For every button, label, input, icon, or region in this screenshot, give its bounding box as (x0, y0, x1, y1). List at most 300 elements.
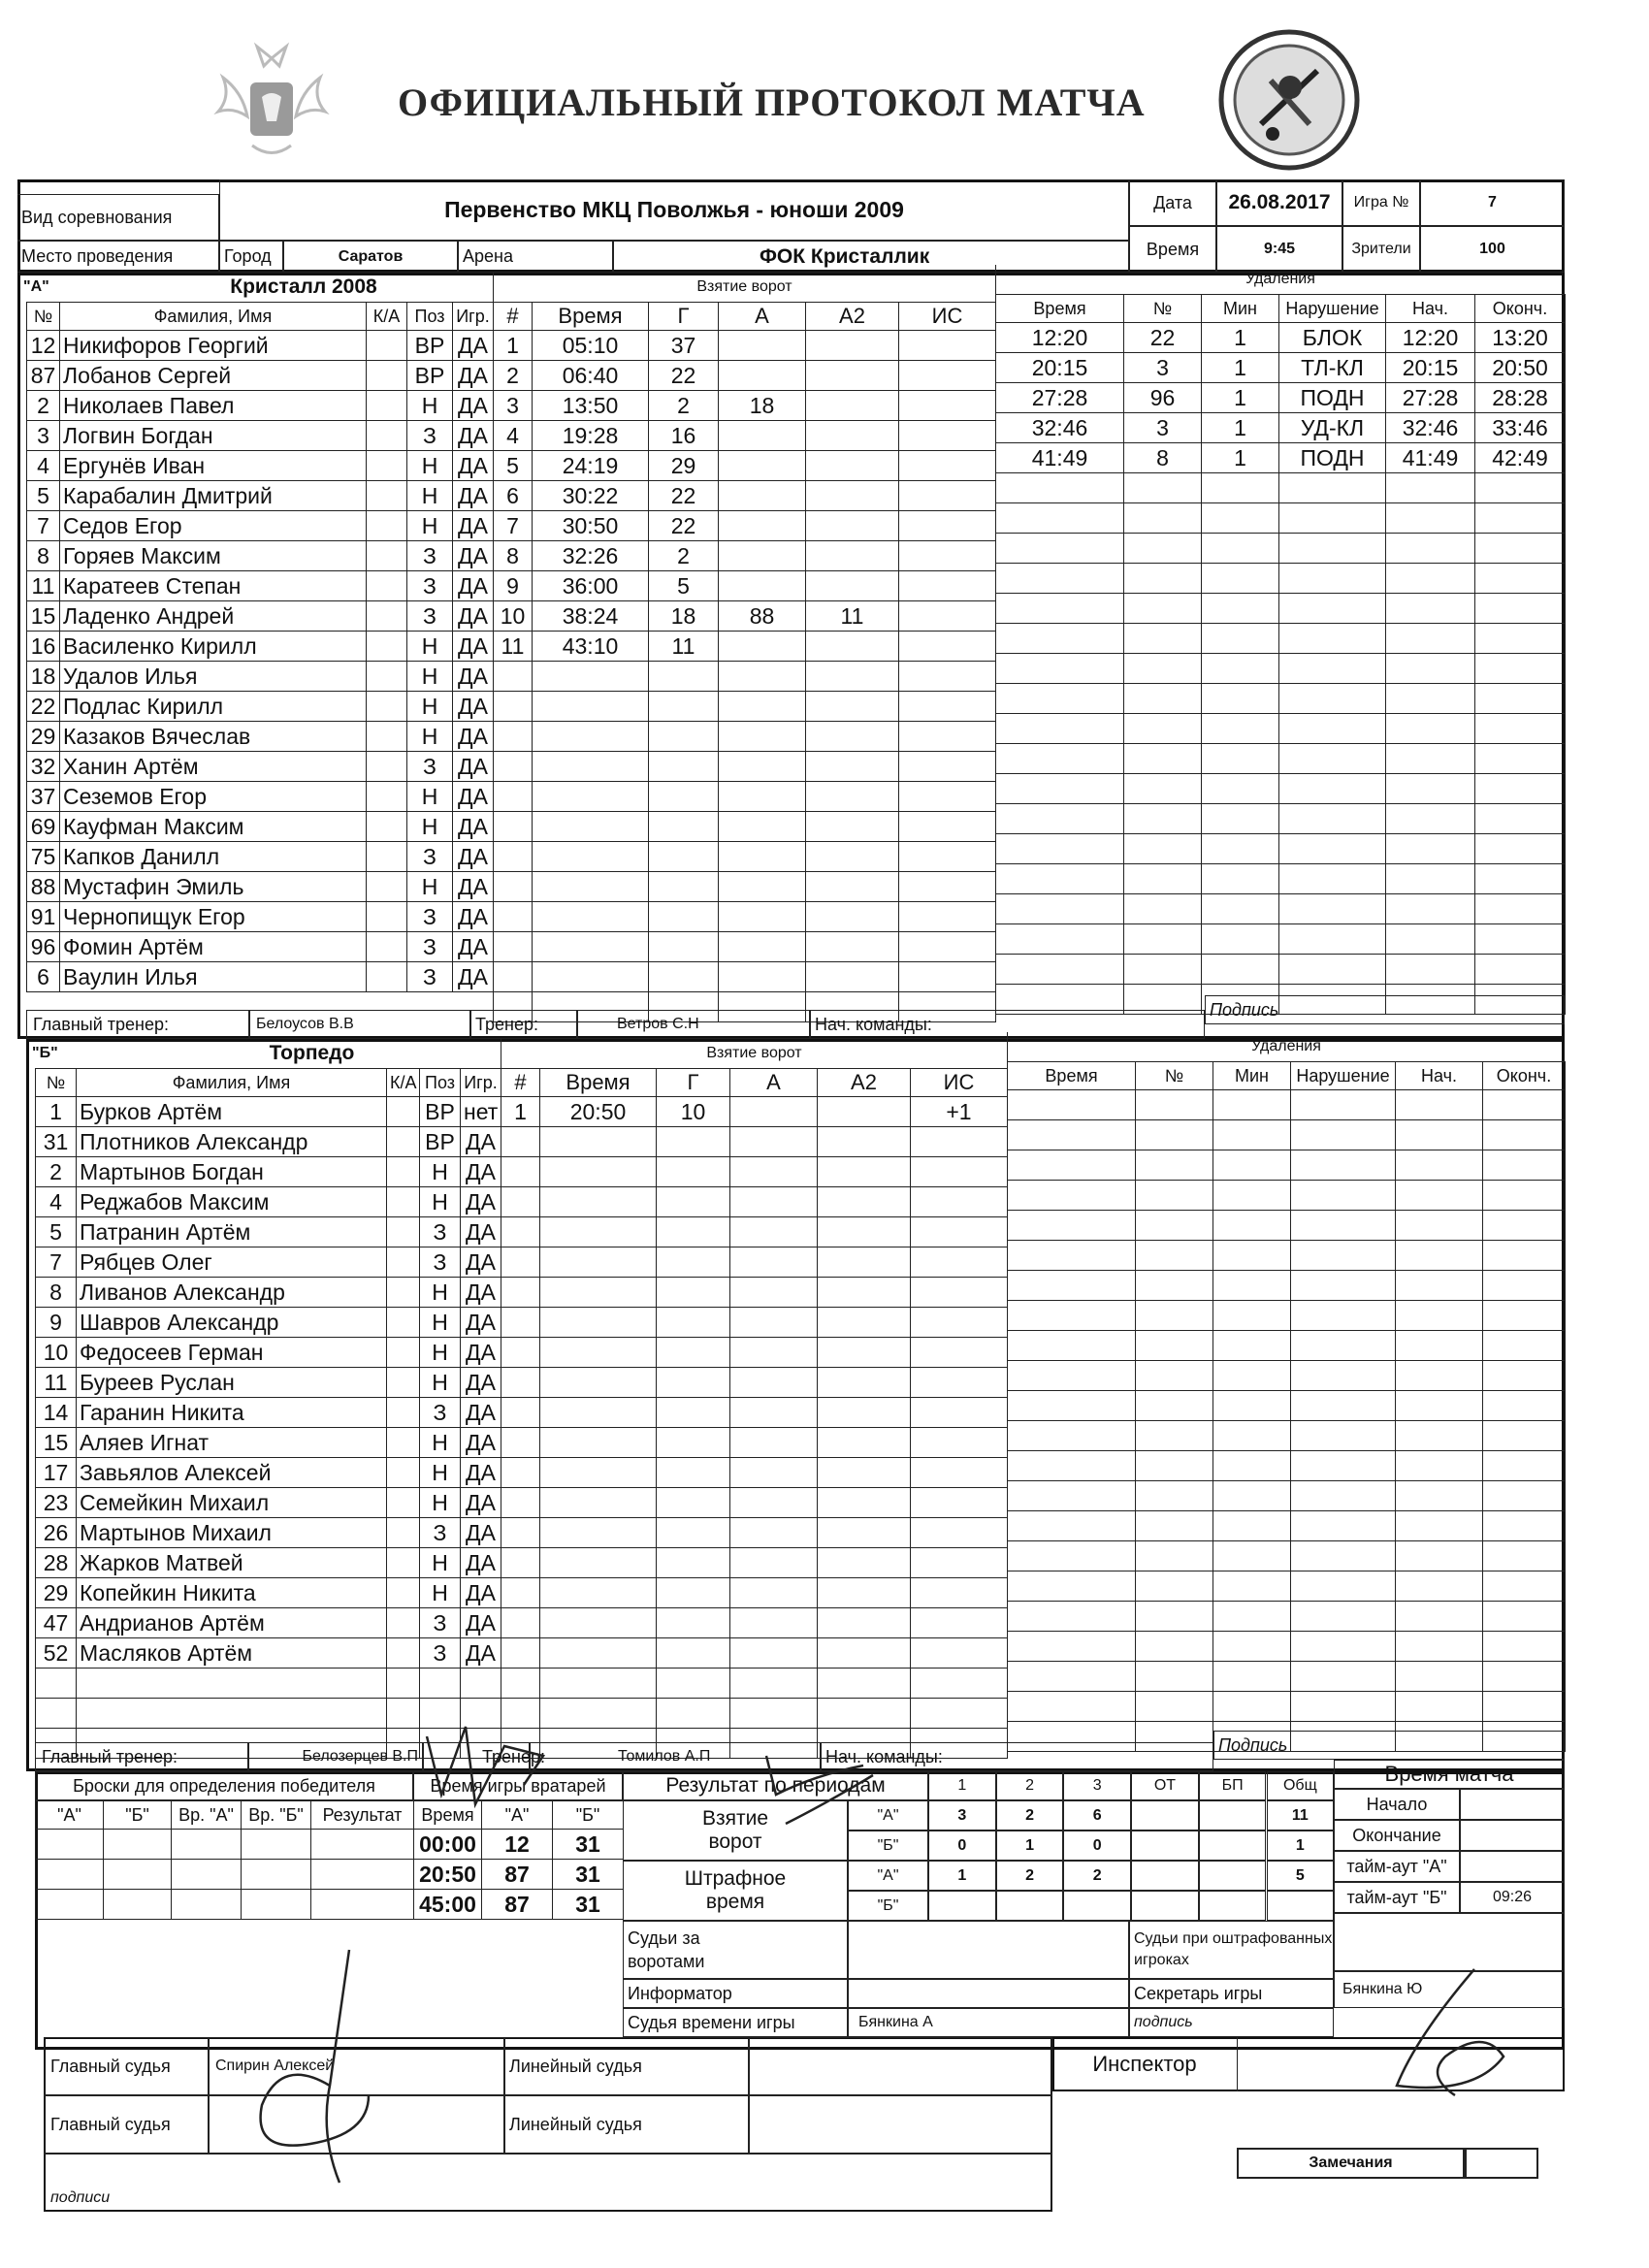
player-name: Лобанов Сергей (60, 361, 367, 391)
roster-header-cell: К/А (387, 1069, 420, 1097)
period-value (996, 1891, 1064, 1921)
goal-judges-label (623, 1921, 848, 1979)
player-captain (387, 1458, 420, 1488)
goals-header-cell: Г (657, 1069, 730, 1097)
penalty-min: 1 (1202, 383, 1279, 413)
player-number: 16 (27, 632, 60, 662)
goal-a (719, 902, 806, 932)
penalty-end (1483, 1662, 1566, 1692)
player-position: Н (407, 872, 453, 902)
player-number: 11 (27, 571, 60, 601)
team-b-goals-table (501, 1068, 1008, 1759)
player-plays: ДА (461, 1428, 501, 1458)
player-row (36, 1217, 501, 1247)
goal-t: 19:28 (533, 421, 649, 451)
goal-n (501, 1398, 540, 1428)
penalty-header-cell: Мин (1202, 295, 1279, 323)
goal-t: 13:50 (533, 391, 649, 421)
goalie-b: 31 (553, 1890, 624, 1920)
player-plays: ДА (461, 1458, 501, 1488)
penalty-start (1396, 1361, 1483, 1391)
inspector-value (1237, 2037, 1565, 2091)
goal-n (501, 1127, 540, 1157)
penalty-min (1213, 1090, 1291, 1120)
player-plays: ДА (461, 1187, 501, 1217)
player-plays: ДА (453, 902, 494, 932)
penalty-min (1213, 1241, 1291, 1271)
informer-value (848, 1979, 1129, 2008)
player-row (27, 962, 494, 992)
player-number: 11 (36, 1368, 77, 1398)
penalty-t (996, 624, 1124, 654)
goal-is (899, 842, 996, 872)
player-plays: ДА (453, 932, 494, 962)
roster-header-cell: Поз (420, 1069, 461, 1097)
empty-row (1008, 1301, 1566, 1331)
penalty-t (996, 744, 1124, 774)
player-number: 10 (36, 1338, 77, 1368)
empty-row (501, 1638, 1008, 1669)
secretary-signature-label: подпись (1129, 2008, 1334, 2037)
period-value (1199, 1831, 1267, 1861)
player-name: Жарков Матвей (77, 1548, 387, 1578)
penalty-header-cell: Нарушение (1279, 295, 1386, 323)
penalty-end (1475, 744, 1566, 774)
remarks-box (1465, 2148, 1538, 2179)
player-number: 17 (36, 1458, 77, 1488)
player-number: 88 (27, 872, 60, 902)
goal-is (899, 451, 996, 481)
date-label: Дата (1129, 179, 1216, 226)
player-row (27, 662, 494, 692)
time-label: Время (1129, 226, 1216, 273)
player-name: Подлас Кирилл (60, 692, 367, 722)
penalty-viol (1291, 1181, 1396, 1211)
penalty-end (1475, 894, 1566, 924)
penalty-end: 42:49 (1475, 443, 1566, 473)
penalty-row (996, 383, 1566, 413)
penalty-viol (1291, 1421, 1396, 1451)
goals-header-cell: Г (649, 303, 719, 331)
penalty-end (1483, 1692, 1566, 1722)
player-captain (367, 722, 407, 752)
goal-n (494, 902, 533, 932)
empty-row (501, 1458, 1008, 1488)
penalty-viol (1291, 1241, 1396, 1271)
goal-n (501, 1278, 540, 1308)
goal-t (533, 752, 649, 782)
player-position: Н (420, 1157, 461, 1187)
player-captain (387, 1127, 420, 1157)
penalty-start (1386, 594, 1475, 624)
player-plays: ДА (453, 812, 494, 842)
goal-a2 (806, 812, 899, 842)
goal-a (719, 842, 806, 872)
penalty-t (1008, 1361, 1136, 1391)
penalty-start (1396, 1301, 1483, 1331)
player-plays: нет (461, 1097, 501, 1127)
penalty-no (1124, 624, 1202, 654)
team-a-head-coach-label: Главный тренер: (26, 1010, 249, 1039)
penalty-viol (1279, 955, 1386, 985)
player-captain (367, 421, 407, 451)
goal-a (730, 1578, 818, 1608)
player-plays: ДА (453, 331, 494, 361)
penalty-viol (1291, 1301, 1396, 1331)
goal-t (540, 1518, 657, 1548)
player-number: 8 (36, 1278, 77, 1308)
shootout-cell (311, 1860, 414, 1890)
team-b-penalties-title: Удаления (1007, 1032, 1565, 1061)
penalty-min (1202, 714, 1279, 744)
penalty-no: 8 (1124, 443, 1202, 473)
roster-header-cell: Игр. (461, 1069, 501, 1097)
period-header-cell: 2 (996, 1771, 1064, 1800)
goal-a2 (818, 1187, 911, 1217)
player-position: Н (420, 1278, 461, 1308)
penalty-t (996, 503, 1124, 534)
penalty-start (1386, 955, 1475, 985)
goal-t (540, 1699, 657, 1729)
goal-is (899, 481, 996, 511)
goal-t (540, 1638, 657, 1669)
penalty-no (1136, 1150, 1213, 1181)
player-captain (367, 541, 407, 571)
player-number: 15 (27, 601, 60, 632)
player-row (27, 722, 494, 752)
period-value: 11 (1267, 1800, 1335, 1831)
empty-row (996, 594, 1566, 624)
goal-row (494, 331, 996, 361)
period-value: 6 (1063, 1800, 1131, 1831)
player-number: 26 (36, 1518, 77, 1548)
penalty-end: 20:50 (1475, 353, 1566, 383)
player-row (27, 361, 494, 391)
penalty-no (1124, 714, 1202, 744)
penalty-header-cell: Время (996, 295, 1124, 323)
empty-row (501, 1127, 1008, 1157)
period-header-cell: ОТ (1131, 1771, 1199, 1800)
goal-g: 16 (649, 421, 719, 451)
empty-row (501, 1578, 1008, 1608)
penalty-viol (1291, 1271, 1396, 1301)
penalty-end (1483, 1632, 1566, 1662)
penalty-min (1202, 624, 1279, 654)
goal-t: 30:22 (533, 481, 649, 511)
penalty-t (996, 714, 1124, 744)
player-number: 8 (27, 541, 60, 571)
player-plays: ДА (453, 421, 494, 451)
player-captain (367, 692, 407, 722)
player-name: Ергунёв Иван (60, 451, 367, 481)
goal-row (494, 451, 996, 481)
player-captain (367, 632, 407, 662)
player-position: З (407, 601, 453, 632)
goal-t: 36:00 (533, 571, 649, 601)
goal-a (719, 541, 806, 571)
player-plays: ДА (453, 451, 494, 481)
penalty-t: 32:46 (996, 413, 1124, 443)
goal-is (911, 1428, 1008, 1458)
goal-a2 (806, 511, 899, 541)
penalty-end (1475, 804, 1566, 834)
period-team-tag: "А" (848, 1861, 928, 1891)
shootout-title: Броски для определения победителя (35, 1771, 413, 1800)
goals-header-row (501, 1069, 1008, 1097)
player-number: 4 (36, 1187, 77, 1217)
goals-header-cell: А2 (806, 303, 899, 331)
penalty-min (1202, 654, 1279, 684)
penalty-no (1136, 1602, 1213, 1632)
penalty-min (1202, 744, 1279, 774)
empty-row (494, 932, 996, 962)
empty-row (501, 1338, 1008, 1368)
goal-a (730, 1127, 818, 1157)
goal-g (649, 692, 719, 722)
penalty-start (1396, 1511, 1483, 1541)
goal-a2 (806, 421, 899, 451)
period-header-cell: 3 (1063, 1771, 1131, 1800)
roster-header-row (27, 303, 494, 331)
penalty-start (1386, 714, 1475, 744)
empty-row (1008, 1150, 1566, 1181)
goal-t: 24:19 (533, 451, 649, 481)
goal-a2 (806, 932, 899, 962)
player-name: Василенко Кирилл (60, 632, 367, 662)
player-plays: ДА (461, 1488, 501, 1518)
goal-t (540, 1488, 657, 1518)
penalty-min: 1 (1202, 353, 1279, 383)
player-plays: ДА (461, 1638, 501, 1669)
goal-g (657, 1217, 730, 1247)
player-captain (387, 1518, 420, 1548)
player-plays: ДА (453, 601, 494, 632)
team-b-coach-label: Тренер: (423, 1742, 530, 1771)
player-row (36, 1398, 501, 1428)
goals-header-cell: А (719, 303, 806, 331)
penalty-start (1386, 654, 1475, 684)
penalty-end (1483, 1211, 1566, 1241)
penalty-min: 1 (1202, 443, 1279, 473)
penalty-viol (1291, 1211, 1396, 1241)
player-number: 91 (27, 902, 60, 932)
player-name: Ваулин Илья (60, 962, 367, 992)
player-row (27, 601, 494, 632)
player-plays: ДА (453, 662, 494, 692)
player-position: Н (407, 451, 453, 481)
penalty-end (1475, 503, 1566, 534)
main-referee-2 (209, 2095, 504, 2154)
goalie-a: 87 (482, 1890, 553, 1920)
penalty-header-row (1008, 1062, 1566, 1090)
penalty-no (1124, 503, 1202, 534)
penalty-end (1483, 1571, 1566, 1602)
goal-g (657, 1278, 730, 1308)
player-plays: ДА (453, 391, 494, 421)
shootout-row (36, 1860, 414, 1890)
penalty-start: 41:49 (1386, 443, 1475, 473)
goal-is (899, 752, 996, 782)
player-row (36, 1278, 501, 1308)
player-name: Каратеев Степан (60, 571, 367, 601)
player-name: Буреев Руслан (77, 1368, 387, 1398)
period-value: 1 (928, 1861, 996, 1891)
player-plays: ДА (461, 1338, 501, 1368)
penalty-min (1213, 1511, 1291, 1541)
penalty-t: 20:15 (996, 353, 1124, 383)
empty-row (501, 1187, 1008, 1217)
penalty-header-cell: Оконч. (1475, 295, 1566, 323)
penalty-t (1008, 1511, 1136, 1541)
penalty-t (996, 534, 1124, 564)
empty-row (1008, 1181, 1566, 1211)
penalty-no (1136, 1090, 1213, 1120)
penalty-start (1396, 1150, 1483, 1181)
team-b-signature-label: Подпись (1213, 1731, 1565, 1760)
goal-a2 (806, 361, 899, 391)
period-team-tag: "А" (848, 1800, 928, 1831)
player-number: 32 (27, 752, 60, 782)
goal-is (911, 1278, 1008, 1308)
penalty-min (1202, 684, 1279, 714)
player-number: 14 (36, 1398, 77, 1428)
penalty-end (1475, 534, 1566, 564)
player-plays (461, 1699, 501, 1729)
goalie-b: 31 (553, 1830, 624, 1860)
penalty-viol (1279, 834, 1386, 864)
penalty-judges-label-text: Судьи при оштрафованных игроках (1134, 1930, 1333, 1968)
goal-a (719, 571, 806, 601)
player-number: 1 (36, 1097, 77, 1127)
player-name: Капков Данилл (60, 842, 367, 872)
player-position: Н (420, 1548, 461, 1578)
penalty-start (1396, 1602, 1483, 1632)
empty-row (996, 624, 1566, 654)
player-position: Н (407, 722, 453, 752)
penalty-min (1202, 503, 1279, 534)
player-row (27, 872, 494, 902)
goal-a (719, 331, 806, 361)
goal-is (911, 1308, 1008, 1338)
goal-row (494, 541, 996, 571)
goal-is (899, 692, 996, 722)
player-row (27, 782, 494, 812)
goal-t (540, 1247, 657, 1278)
penalty-t: 41:49 (996, 443, 1124, 473)
goalie-a: 12 (482, 1830, 553, 1860)
goal-t (540, 1187, 657, 1217)
shootout-header-cell: "А" (36, 1801, 104, 1830)
player-plays: ДА (461, 1217, 501, 1247)
player-captain (387, 1187, 420, 1217)
timeout-b-value: 09:26 (1460, 1882, 1565, 1913)
penalty-end (1475, 564, 1566, 594)
player-plays: ДА (453, 361, 494, 391)
player-plays: ДА (453, 722, 494, 752)
goal-t (540, 1398, 657, 1428)
goal-t (540, 1669, 657, 1699)
player-row (27, 451, 494, 481)
goal-g (649, 752, 719, 782)
empty-row (1008, 1632, 1566, 1662)
penalty-no (1124, 564, 1202, 594)
player-captain (387, 1548, 420, 1578)
player-row (27, 571, 494, 601)
empty-row (36, 1699, 501, 1729)
player-name: Андрианов Артём (77, 1608, 387, 1638)
goalie-row (414, 1830, 624, 1860)
team-a-coach-label: Тренер: (470, 1010, 577, 1039)
player-position: З (420, 1638, 461, 1669)
penalty-min (1202, 534, 1279, 564)
penalty-header-cell: Мин (1213, 1062, 1291, 1090)
goal-g (657, 1157, 730, 1187)
empty-row (501, 1608, 1008, 1638)
goal-n (501, 1368, 540, 1398)
goal-is (899, 601, 996, 632)
penalty-no (1124, 744, 1202, 774)
goal-is (911, 1368, 1008, 1398)
goal-g (657, 1187, 730, 1217)
player-position: З (420, 1398, 461, 1428)
penalty-viol (1279, 473, 1386, 503)
goal-is (899, 632, 996, 662)
player-name (77, 1699, 387, 1729)
player-captain (387, 1368, 420, 1398)
empty-row (501, 1548, 1008, 1578)
player-captain (387, 1638, 420, 1669)
goal-a (730, 1518, 818, 1548)
goal-is: +1 (911, 1097, 1008, 1127)
empty-row (501, 1247, 1008, 1278)
penalty-start (1396, 1662, 1483, 1692)
period-header-cell: 1 (928, 1771, 996, 1800)
empty-row (996, 955, 1566, 985)
player-captain (367, 872, 407, 902)
goal-n (501, 1157, 540, 1187)
goal-n (501, 1217, 540, 1247)
linesman-value-1 (749, 2037, 1052, 2095)
goalie-header-cell: Время (414, 1801, 482, 1830)
penalty-end (1475, 955, 1566, 985)
goal-a2 (818, 1699, 911, 1729)
player-number: 47 (36, 1608, 77, 1638)
shootout-cell (36, 1890, 104, 1920)
period-team-tag: "Б" (848, 1831, 928, 1861)
goal-a: 88 (719, 601, 806, 632)
player-number: 9 (36, 1308, 77, 1338)
player-name (77, 1669, 387, 1699)
player-number: 3 (27, 421, 60, 451)
empty-row (1008, 1271, 1566, 1301)
penalty-start (1396, 1421, 1483, 1451)
team-a-penalties-table (995, 294, 1566, 1015)
goal-n (501, 1699, 540, 1729)
empty-row (1008, 1541, 1566, 1571)
periods-penalty-label-text: Штрафное время (684, 1867, 787, 1913)
player-name: Кауфман Максим (60, 812, 367, 842)
goal-a (719, 692, 806, 722)
player-number: 31 (36, 1127, 77, 1157)
goal-a2 (818, 1548, 911, 1578)
penalty-t (996, 774, 1124, 804)
empty-row (1008, 1241, 1566, 1271)
penalty-start: 32:46 (1386, 413, 1475, 443)
penalty-viol (1279, 624, 1386, 654)
goal-is (899, 361, 996, 391)
secretary-value: Бянкина Ю (1334, 1971, 1565, 2008)
player-position: Н (420, 1458, 461, 1488)
